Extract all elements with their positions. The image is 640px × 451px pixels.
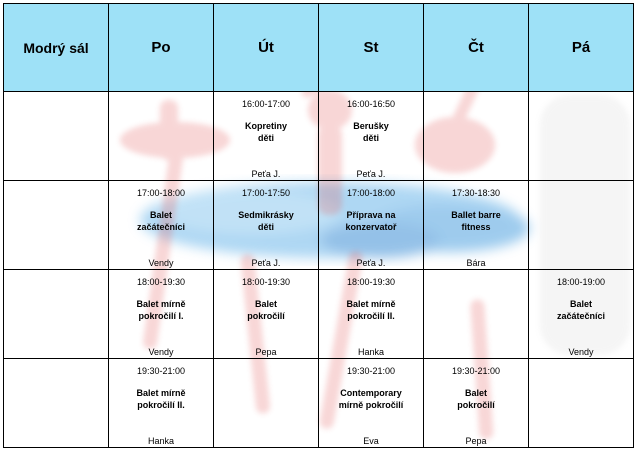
class-title: Kopretiny děti xyxy=(244,121,287,143)
class-title: Balet začátečníci xyxy=(136,210,186,232)
row-label-cell xyxy=(4,92,109,181)
empty-slot xyxy=(424,92,529,181)
class-teacher: Peťa J. xyxy=(251,258,281,268)
class-teacher: Hanka xyxy=(147,436,174,446)
class-slot xyxy=(214,270,319,359)
schedule-row xyxy=(4,181,634,270)
empty-slot xyxy=(529,92,634,181)
empty-slot xyxy=(529,181,634,270)
class-teacher: Eva xyxy=(363,436,379,446)
class-slot xyxy=(109,270,214,359)
room-name: Modrý sál xyxy=(4,4,109,92)
class-teacher: Vendy xyxy=(568,347,594,357)
empty-slot xyxy=(109,92,214,181)
class-teacher: Peťa J. xyxy=(251,169,281,179)
class-time: 18:00-19:30 xyxy=(241,277,291,287)
class-teacher: Bára xyxy=(466,258,486,268)
class-slot xyxy=(424,181,529,270)
class-time: 17:00-18:00 xyxy=(346,188,396,198)
row-label-cell xyxy=(4,270,109,359)
class-teacher: Vendy xyxy=(148,347,174,357)
day-header-pa: Pá xyxy=(529,4,634,92)
class-teacher: Peťa J. xyxy=(356,258,386,268)
class-time: 19:30-21:00 xyxy=(451,366,501,376)
day-header-ct: Čt xyxy=(424,4,529,92)
class-time: 17:00-18:00 xyxy=(136,188,186,198)
class-title: Balet mírně pokročilí II. xyxy=(136,388,186,410)
class-teacher: Hanka xyxy=(357,347,384,357)
class-title: Balet mírně pokročilí I. xyxy=(136,299,186,321)
day-header-po: Po xyxy=(109,4,214,92)
row-label-cell xyxy=(4,359,109,448)
schedule-row xyxy=(4,359,634,448)
class-title: Berušky děti xyxy=(353,121,389,143)
class-title: Balet mírně pokročilí II. xyxy=(346,299,396,321)
schedule-row xyxy=(4,92,634,181)
class-time: 17:00-17:50 xyxy=(241,188,291,198)
class-time: 16:00-17:00 xyxy=(241,99,291,109)
class-title: Sedmikrásky děti xyxy=(238,210,294,232)
class-title: Příprava na konzervatoř xyxy=(345,210,397,232)
class-slot xyxy=(319,181,424,270)
class-slot xyxy=(319,359,424,448)
day-header-st: St xyxy=(319,4,424,92)
class-time: 18:00-19:30 xyxy=(346,277,396,287)
schedule-table xyxy=(3,3,634,448)
header-row xyxy=(4,4,634,92)
day-header-ut: Út xyxy=(214,4,319,92)
class-time: 17:30-18:30 xyxy=(451,188,501,198)
class-time: 19:30-21:00 xyxy=(346,366,396,376)
class-slot xyxy=(319,92,424,181)
class-title: Balet pokročilí xyxy=(247,299,285,321)
class-teacher: Vendy xyxy=(148,258,174,268)
class-slot xyxy=(319,270,424,359)
class-teacher: Pepa xyxy=(465,436,487,446)
schedule-row xyxy=(4,270,634,359)
class-time: 16:00-16:50 xyxy=(346,99,396,109)
class-slot xyxy=(424,359,529,448)
class-slot xyxy=(529,270,634,359)
empty-slot xyxy=(424,270,529,359)
class-title: Ballet barre fitness xyxy=(451,210,501,232)
class-title: Contemporary mírně pokročilí xyxy=(338,388,404,410)
class-slot xyxy=(109,181,214,270)
empty-slot xyxy=(214,359,319,448)
empty-slot xyxy=(529,359,634,448)
class-teacher: Pepa xyxy=(255,347,277,357)
class-title: Balet začátečníci xyxy=(556,299,606,321)
class-slot xyxy=(214,92,319,181)
class-time: 19:30-21:00 xyxy=(136,366,186,376)
class-time: 18:00-19:00 xyxy=(556,277,606,287)
class-teacher: Peťa J. xyxy=(356,169,386,179)
class-slot xyxy=(214,181,319,270)
class-title: Balet pokročilí xyxy=(457,388,495,410)
class-time: 18:00-19:30 xyxy=(136,277,186,287)
row-label-cell xyxy=(4,181,109,270)
class-slot xyxy=(109,359,214,448)
